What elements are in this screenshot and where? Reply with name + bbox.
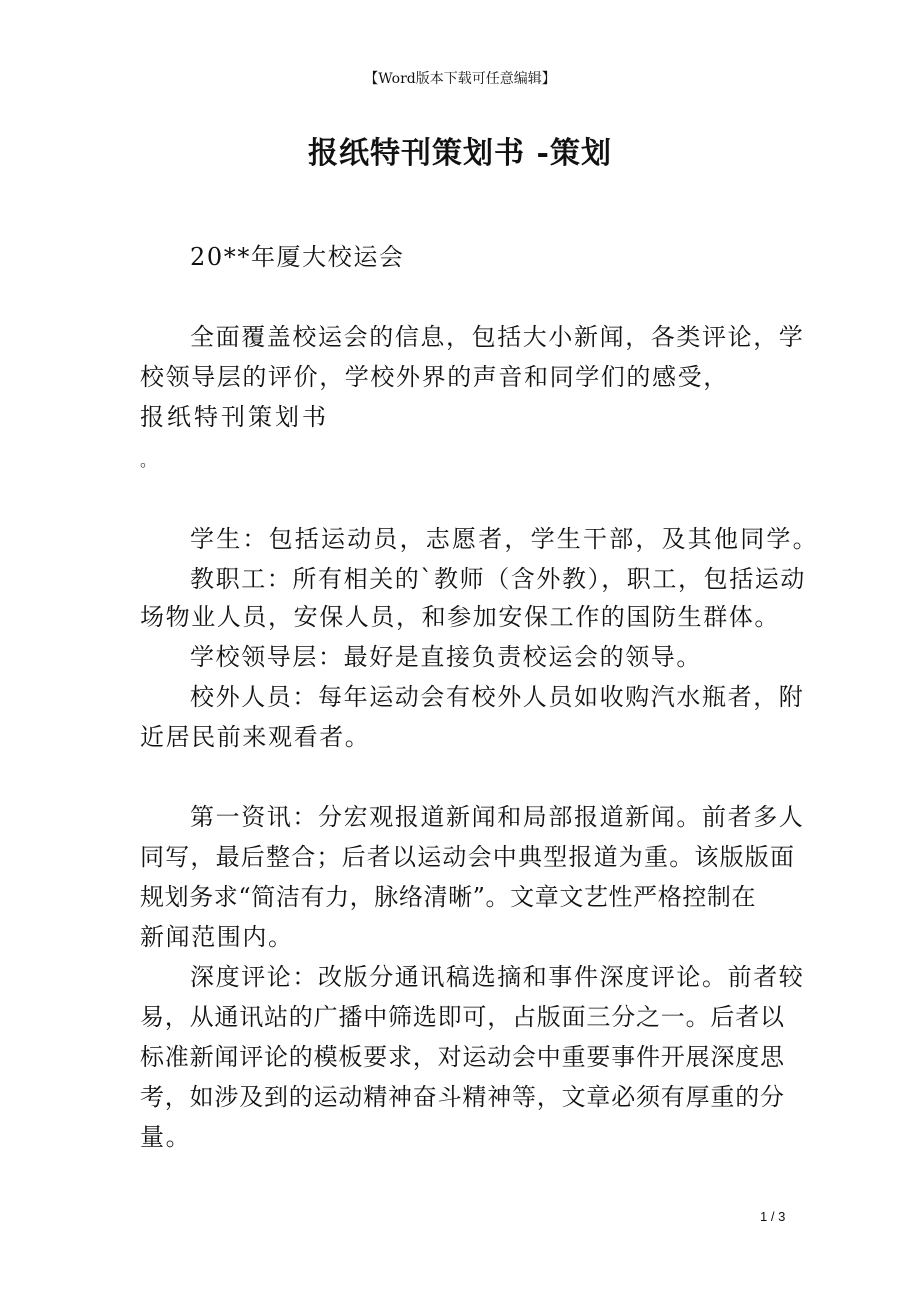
paragraph-line: 。 (140, 451, 158, 470)
paragraph-line: 考，如涉及到的运动精神奋斗精神等，文章必须有厚重的分 (140, 1083, 785, 1111)
paragraph-line: 学生：包括运动员，志愿者，学生干部，及其他同学。 (190, 525, 819, 553)
paragraph-line: 易，从通讯站的广播中筛选即可，占版面三分之一。后者以 (140, 1003, 785, 1031)
paragraph-line: 全面覆盖校运会的信息，包括大小新闻，各类评论，学 (190, 323, 805, 351)
paragraph-line: 20**年厦大校运会 (190, 243, 405, 271)
paragraph-line: 教职工：所有相关的`教师（含外教），职工，包括运动 (190, 565, 806, 593)
document-title: 报纸特刊策划书 -策划 (308, 136, 612, 171)
paragraph-line: 学校领导层：最好是直接负责校运会的领导。 (190, 643, 702, 671)
paragraph-line: 第一资讯：分宏观报道新闻和局部报道新闻。前者多人 (190, 803, 805, 831)
paragraph-line: 校领导层的评价，学校外界的声音和同学们的感受， (140, 363, 729, 391)
paragraph-line: 规划务求“简洁有力，脉络清晰”。文章文艺性严格控制在 (140, 883, 757, 911)
paragraph-line: 近居民前来观看者。 (140, 723, 371, 751)
paragraph-line: 深度评论：改版分通讯稿选摘和事件深度评论。前者较 (190, 963, 805, 991)
paragraph-line: 校外人员：每年运动会有校外人员如收购汽水瓶者，附 (190, 683, 805, 711)
paragraph-line: 标准新闻评论的模板要求，对运动会中重要事件开展深度思 (140, 1043, 785, 1071)
download-banner: 【Word版本下载可任意编辑】 (364, 71, 556, 87)
page-number: 1 / 3 (760, 1209, 786, 1224)
paragraph-line: 报纸特刊策划书 (140, 403, 329, 431)
paragraph-line: 新闻范围内。 (140, 923, 294, 951)
paragraph-line: 同写，最后整合；后者以运动会中典型报道为重。该版版面 (140, 843, 796, 871)
paragraph-line: 量。 (140, 1123, 192, 1151)
paragraph-line: 场物业人员，安保人员，和参加安保工作的国防生群体。 (140, 603, 780, 631)
